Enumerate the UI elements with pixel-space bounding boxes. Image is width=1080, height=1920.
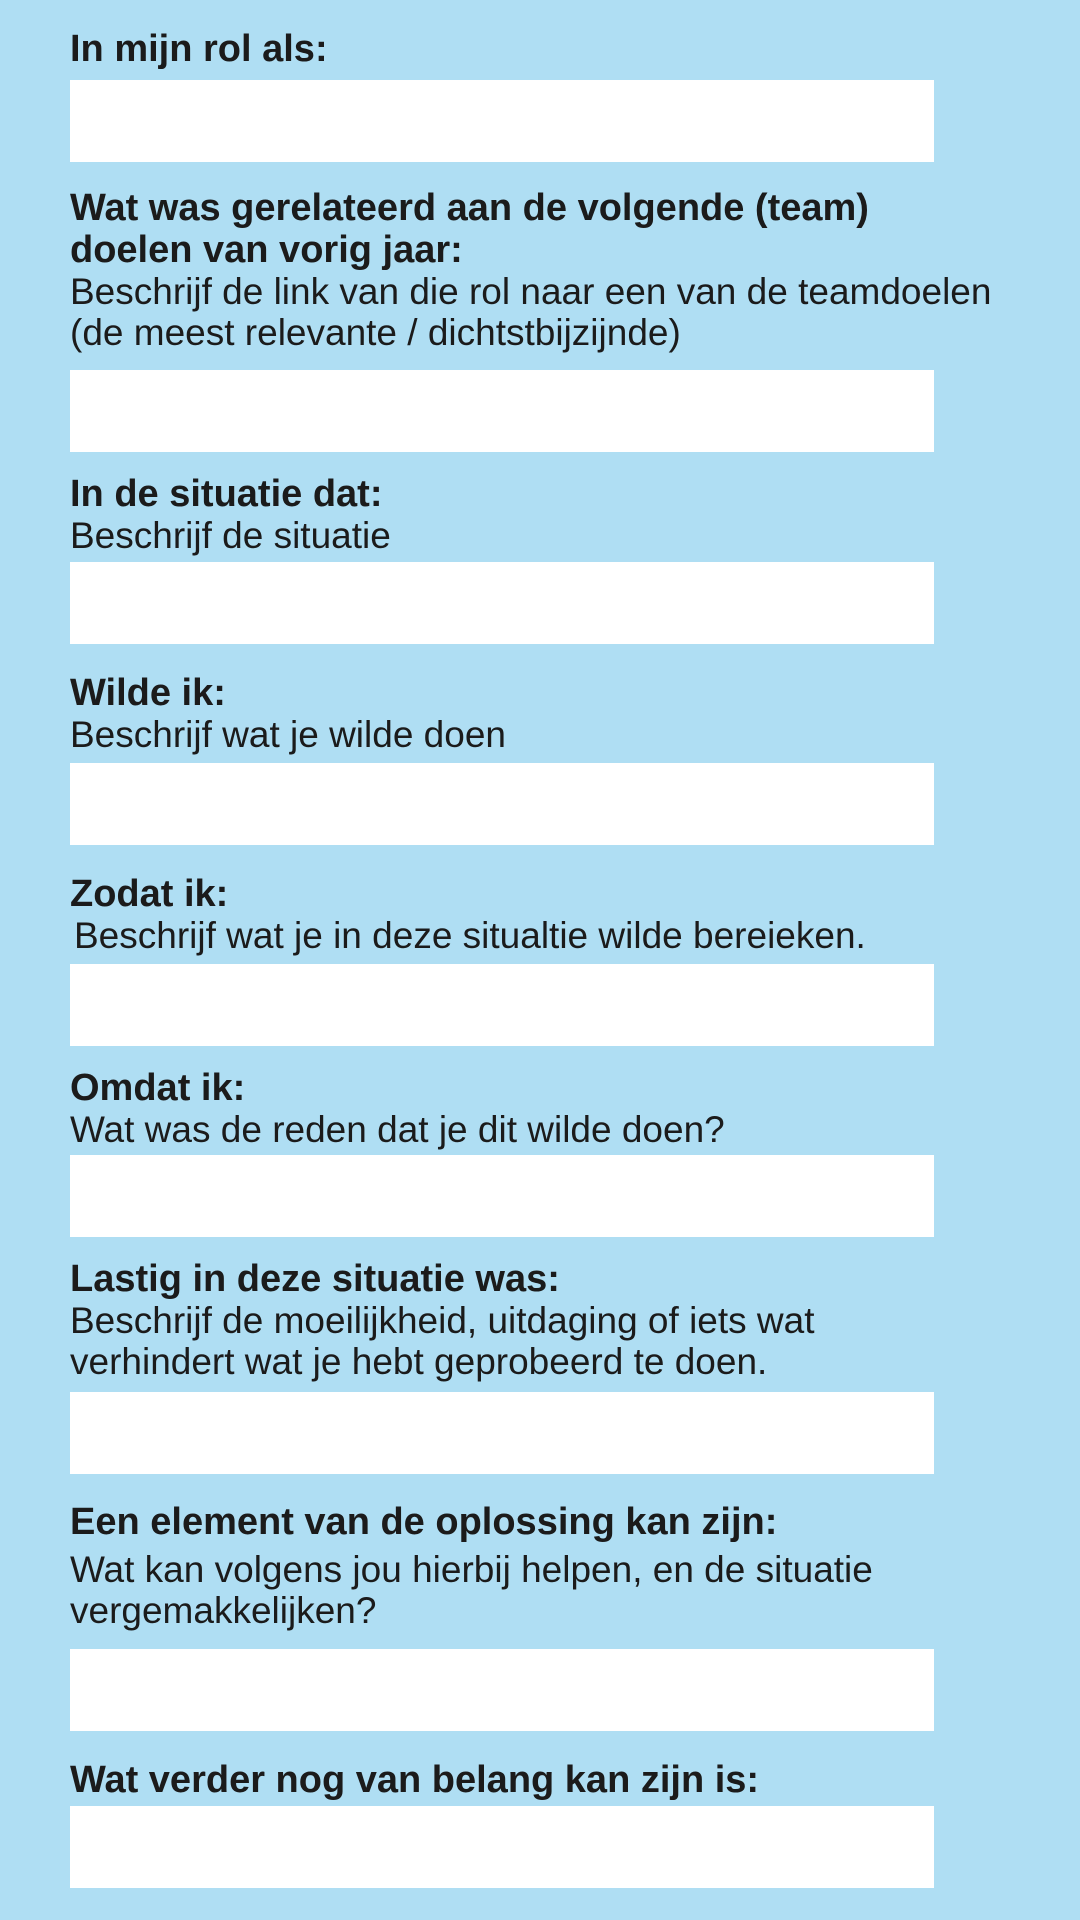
section-heading: Zodat ik:: [70, 873, 229, 915]
section-description: Wat was de reden dat je dit wilde doen?: [70, 1109, 725, 1150]
goals-input[interactable]: [70, 370, 934, 452]
section-role: [70, 28, 1020, 70]
wanted-input[interactable]: [70, 763, 934, 845]
section-goals: [70, 187, 992, 353]
so-that-input[interactable]: [70, 964, 934, 1046]
section-heading: Wilde ik:: [70, 672, 226, 714]
section-so-that: [70, 873, 1020, 956]
section-heading: Wat was gerelateerd aan de volgende (team) doelen van vorig jaar:: [70, 187, 869, 271]
solution-input[interactable]: [70, 1649, 934, 1731]
section-heading: Een element van de oplossing kan zijn:: [70, 1501, 778, 1543]
section-because: [70, 1067, 1020, 1150]
section-heading: Wat verder nog van belang kan zijn is:: [70, 1759, 760, 1801]
section-heading: In de situatie dat:: [70, 473, 383, 515]
section-difficulty: [70, 1258, 970, 1382]
section-heading: Omdat ik:: [70, 1067, 246, 1109]
section-description: Wat kan volgens jou hierbij helpen, en de situatie vergemakkelijken?: [70, 1549, 873, 1631]
difficulty-input[interactable]: [70, 1392, 934, 1474]
other-input[interactable]: [70, 1806, 934, 1888]
section-heading: In mijn rol als:: [70, 28, 328, 70]
section-other: [70, 1759, 1020, 1801]
section-description: Beschrijf wat je in deze situaltie wilde bereieken.: [74, 915, 866, 956]
role-input[interactable]: [70, 80, 934, 162]
situation-input[interactable]: [70, 562, 934, 644]
section-heading: Lastig in deze situatie was:: [70, 1258, 560, 1300]
section-description: Beschrijf de moeilijkheid, uitdaging of iets wat verhindert wat je hebt geprobeerd te doen.: [70, 1300, 815, 1382]
section-description: Beschrijf de situatie: [70, 515, 391, 556]
section-description: Beschrijf de link van die rol naar een van de teamdoelen (de meest relevante / dichtstbijzijnde): [70, 271, 992, 353]
section-situation: [70, 473, 1020, 556]
section-description: Beschrijf wat je wilde doen: [70, 714, 506, 755]
section-solution: [70, 1501, 910, 1631]
because-input[interactable]: [70, 1155, 934, 1237]
section-wanted: [70, 672, 1020, 755]
